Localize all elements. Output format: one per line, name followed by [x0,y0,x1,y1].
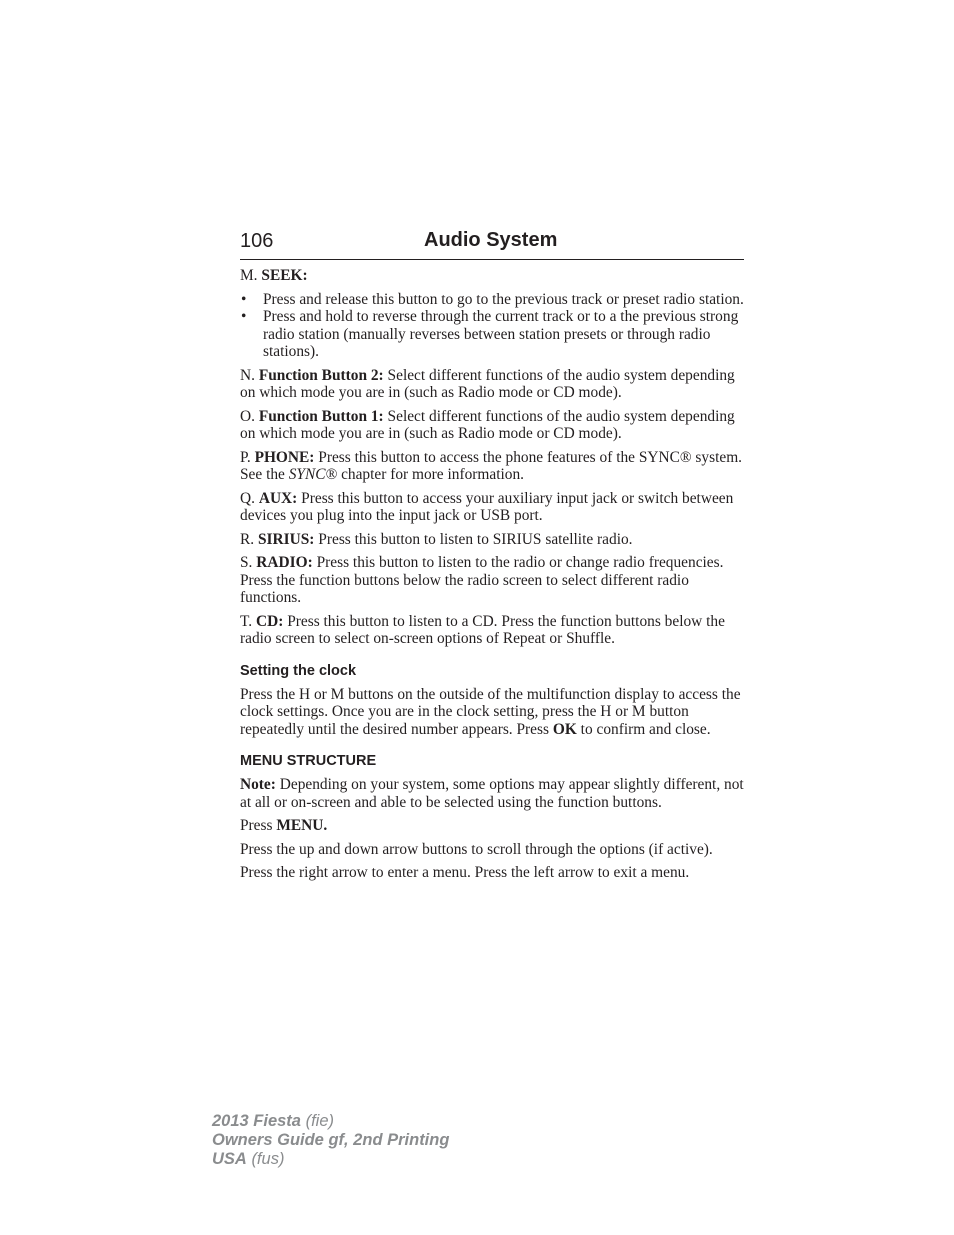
menu-paragraph-arrows: Press the right arrow to enter a menu. Press the left arrow to exit a menu. [240,864,690,881]
page-number: 106 [240,230,274,252]
clock-heading: Setting the clock [240,662,357,679]
menu-note: Note: Depending on your system, some options may appear slightly different, not at all or on-screen and able to be selected using the function buttons. [240,776,744,811]
clock-paragraph: Press the H or M buttons on the outside of the multifunction display to access the clock settings. Once you are in the clock setting, press the H or M button repeatedly until the desired number appears. Press OK to confirm and close. [240,685,741,738]
footer-line-market: USA (fus) [212,1150,285,1168]
item-phone: P. PHONE: Press this button to access the phone features of the SYNC® system. See the SYNC® chapter for more information. [240,448,743,483]
item-seek: M. SEEK: [240,267,308,284]
bullet-icon: • [241,308,247,325]
item-radio: S. RADIO: Press this button to listen to the radio or change radio frequencies. Press the function buttons below the radio screen to select different radio functions. [240,554,724,606]
item-sirius: R. SIRIUS: Press this button to listen to SIRIUS satellite radio. [240,530,633,548]
seek-bullet-list [240,291,746,361]
bullet-icon: • [241,290,247,308]
list-item: • Press and release this button to go to the previous track or preset radio station. [241,290,744,308]
page-content [240,267,746,888]
menu-structure-heading: MENU STRUCTURE [240,753,377,769]
item-function-button-1: O. Function Button 1: Select different functions of the audio system depending on which mode you are in (such as Radio mode or CD mode). [240,407,735,442]
page-footer [212,1112,449,1169]
item-function-button-2: N. Function Button 2: Select different functions of the audio system depending on which mode you are in (such as Radio mode or CD mode). [240,366,735,401]
page-header [240,228,744,260]
sync-chapter-reference: SYNC® [288,466,338,483]
section-title: Audio System [424,229,558,251]
item-seek-label: SEEK: [261,267,308,284]
item-cd: T. CD: Press this button to listen to a CD. Press the function buttons below the radio screen to select on-screen options of Repeat or Shuffle. [240,612,725,647]
list-item: • Press and hold to reverse through the current track or to a the previous strong radio station (manually reverses between station presets or through radio stations). [241,308,739,360]
footer-line-guide: Owners Guide gf, 2nd Printing [212,1131,450,1149]
menu-press-instruction: Press MENU. [240,817,328,834]
menu-paragraph-scroll: Press the up and down arrow buttons to scroll through the options (if active). [240,840,713,858]
footer-line-model: 2013 Fiesta (fie) [212,1112,334,1130]
item-aux: Q. AUX: Press this button to access your auxiliary input jack or switch between devices you plug into the input jack or USB port. [240,489,734,524]
